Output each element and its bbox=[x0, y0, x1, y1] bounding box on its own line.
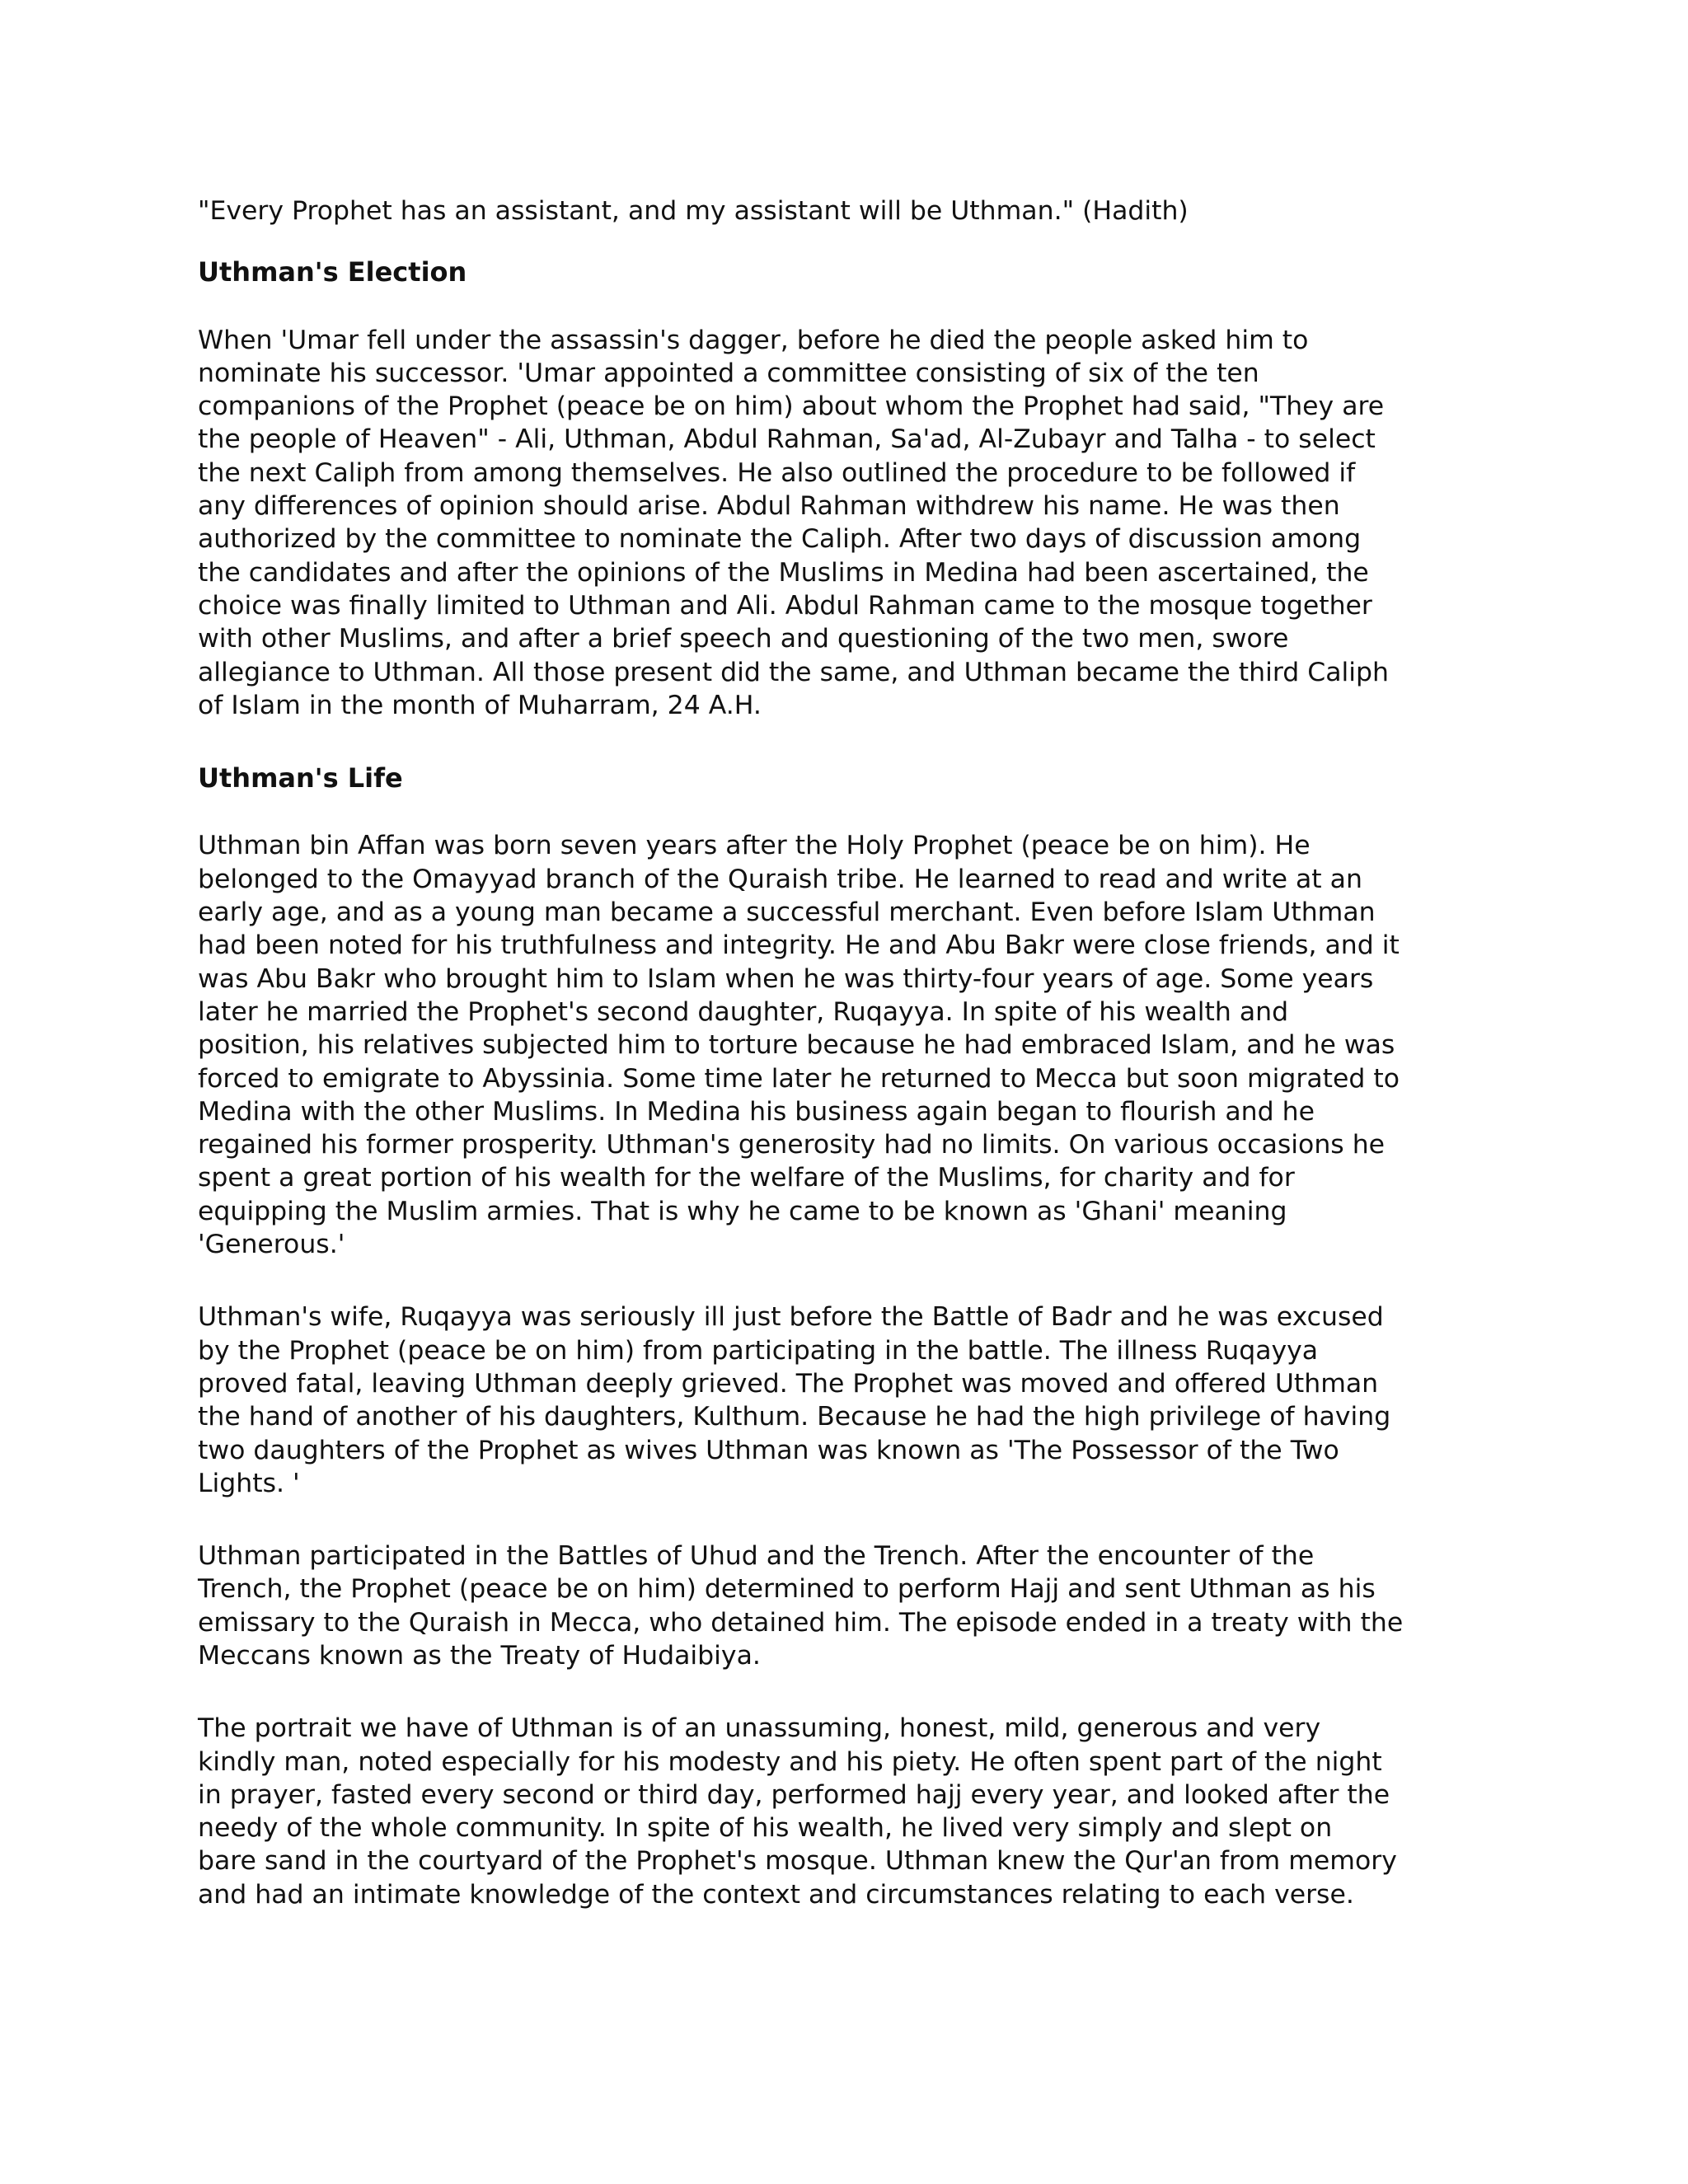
paragraph-line: early age, and as a young man became a successful merchant. Even before Islam Uthman bbox=[198, 898, 1376, 928]
paragraph-line: two daughters of the Prophet as wives Uthman was known as 'The Possessor of the Two bbox=[198, 1435, 1339, 1465]
paragraph-line: Lights. ' bbox=[198, 1468, 300, 1498]
section-heading-life: Uthman's Life bbox=[198, 762, 403, 794]
paragraph-line: Trench, the Prophet (peace be on him) determined to perform Hajj and sent Uthman as his bbox=[198, 1574, 1376, 1605]
section-heading-election: Uthman's Election bbox=[198, 256, 467, 288]
paragraph-line: position, his relatives subjected him to torture because he had embraced Islam, and he was bbox=[198, 1030, 1395, 1061]
paragraph-line: the next Caliph from among themselves. He also outlined the procedure to be followed if bbox=[198, 457, 1356, 488]
paragraph-line: had been noted for his truthfulness and integrity. He and Abu Bakr were close friends, and it bbox=[198, 930, 1400, 961]
paragraph-line: Meccans known as the Treaty of Hudaibiya. bbox=[198, 1640, 761, 1671]
paragraph-line: Uthman's wife, Ruqayya was seriously ill just before the Battle of Badr and he was excused bbox=[198, 1302, 1384, 1333]
paragraph-line: regained his former prosperity. Uthman's generosity had no limits. On various occasions he bbox=[198, 1130, 1386, 1160]
hadith-quote: "Every Prophet has an assistant, and my assistant will be Uthman." (Hadith) bbox=[198, 196, 1189, 226]
paragraph-line: in prayer, fasted every second or third day, performed hajj every year, and looked after the bbox=[198, 1779, 1390, 1810]
paragraph-line: of Islam in the month of Muharram, 24 A.H. bbox=[198, 690, 762, 720]
paragraph-line: nominate his successor. 'Umar appointed a committee consisting of six of the ten bbox=[198, 358, 1259, 388]
paragraph-line: equipping the Muslim armies. That is why he came to be known as 'Ghani' meaning bbox=[198, 1196, 1287, 1226]
paragraph-line: the hand of another of his daughters, Kulthum. Because he had the high privilege of having bbox=[198, 1402, 1391, 1432]
paragraph-line: by the Prophet (peace be on him) from participating in the battle. The illness Ruqayya bbox=[198, 1335, 1319, 1366]
paragraph-line: authorized by the committee to nominate the Caliph. After two days of discussion among bbox=[198, 524, 1362, 555]
paragraph-life-ruqayya bbox=[198, 1301, 1500, 1500]
paragraph-line: Uthman participated in the Battles of Uhud and the Trench. After the encounter of the bbox=[198, 1541, 1315, 1572]
paragraph-line: The portrait we have of Uthman is of an unassuming, honest, mild, generous and very bbox=[198, 1713, 1321, 1744]
paragraph-line: any differences of opinion should arise. Abdul Rahman withdrew his name. He was then bbox=[198, 491, 1340, 522]
document-page bbox=[198, 194, 1500, 1951]
paragraph-line: Uthman bin Affan was born seven years after the Holy Prophet (peace be on him). He bbox=[198, 831, 1311, 861]
paragraph-line: the people of Heaven" - Ali, Uthman, Abdul Rahman, Sa'ad, Al-Zubayr and Talha - to select bbox=[198, 424, 1376, 455]
paragraph-election bbox=[198, 324, 1500, 723]
paragraph-line: later he married the Prophet's second daughter, Ruqayya. In spite of his wealth and bbox=[198, 996, 1289, 1027]
paragraph-life-battles bbox=[198, 1540, 1500, 1672]
paragraph-line: Medina with the other Muslims. In Medina his business again began to flourish and he bbox=[198, 1096, 1315, 1127]
paragraph-line: emissary to the Quraish in Mecca, who detained him. The episode ended in a treaty with the bbox=[198, 1607, 1404, 1638]
paragraph-line: with other Muslims, and after a brief speech and questioning of the two men, swore bbox=[198, 624, 1289, 654]
paragraph-line: the candidates and after the opinions of the Muslims in Medina had been ascertained, the bbox=[198, 557, 1369, 588]
paragraph-line: companions of the Prophet (peace be on him) about whom the Prophet had said, "They are bbox=[198, 391, 1385, 422]
paragraph-line: was Abu Bakr who brought him to Islam when he was thirty-four years of age. Some years bbox=[198, 963, 1374, 994]
paragraph-life-early bbox=[198, 829, 1500, 1261]
paragraph-line: and had an intimate knowledge of the context and circumstances relating to each verse. bbox=[198, 1879, 1354, 1910]
paragraph-line: allegiance to Uthman. All those present did the same, and Uthman became the third Caliph bbox=[198, 657, 1390, 687]
paragraph-line: belonged to the Omayyad branch of the Quraish tribe. He learned to read and write at an bbox=[198, 864, 1362, 894]
paragraph-line: When 'Umar fell under the assassin's dagger, before he died the people asked him to bbox=[198, 325, 1309, 355]
paragraph-line: 'Generous.' bbox=[198, 1230, 345, 1260]
paragraph-line: forced to emigrate to Abyssinia. Some time later he returned to Mecca but soon migrated to bbox=[198, 1063, 1400, 1094]
paragraph-line: kindly man, noted especially for his modesty and his piety. He often spent part of the night bbox=[198, 1746, 1382, 1777]
paragraph-line: spent a great portion of his wealth for the welfare of the Muslims, for charity and for bbox=[198, 1163, 1295, 1193]
paragraph-life-portrait bbox=[198, 1712, 1500, 1911]
paragraph-line: needy of the whole community. In spite of his wealth, he lived very simply and slept on bbox=[198, 1813, 1333, 1844]
paragraph-line: bare sand in the courtyard of the Prophet's mosque. Uthman knew the Qur'an from memory bbox=[198, 1846, 1397, 1877]
paragraph-line: proved fatal, leaving Uthman deeply grieved. The Prophet was moved and offered Uthman bbox=[198, 1368, 1379, 1399]
paragraph-line: choice was finally limited to Uthman and Ali. Abdul Rahman came to the mosque together bbox=[198, 590, 1372, 621]
